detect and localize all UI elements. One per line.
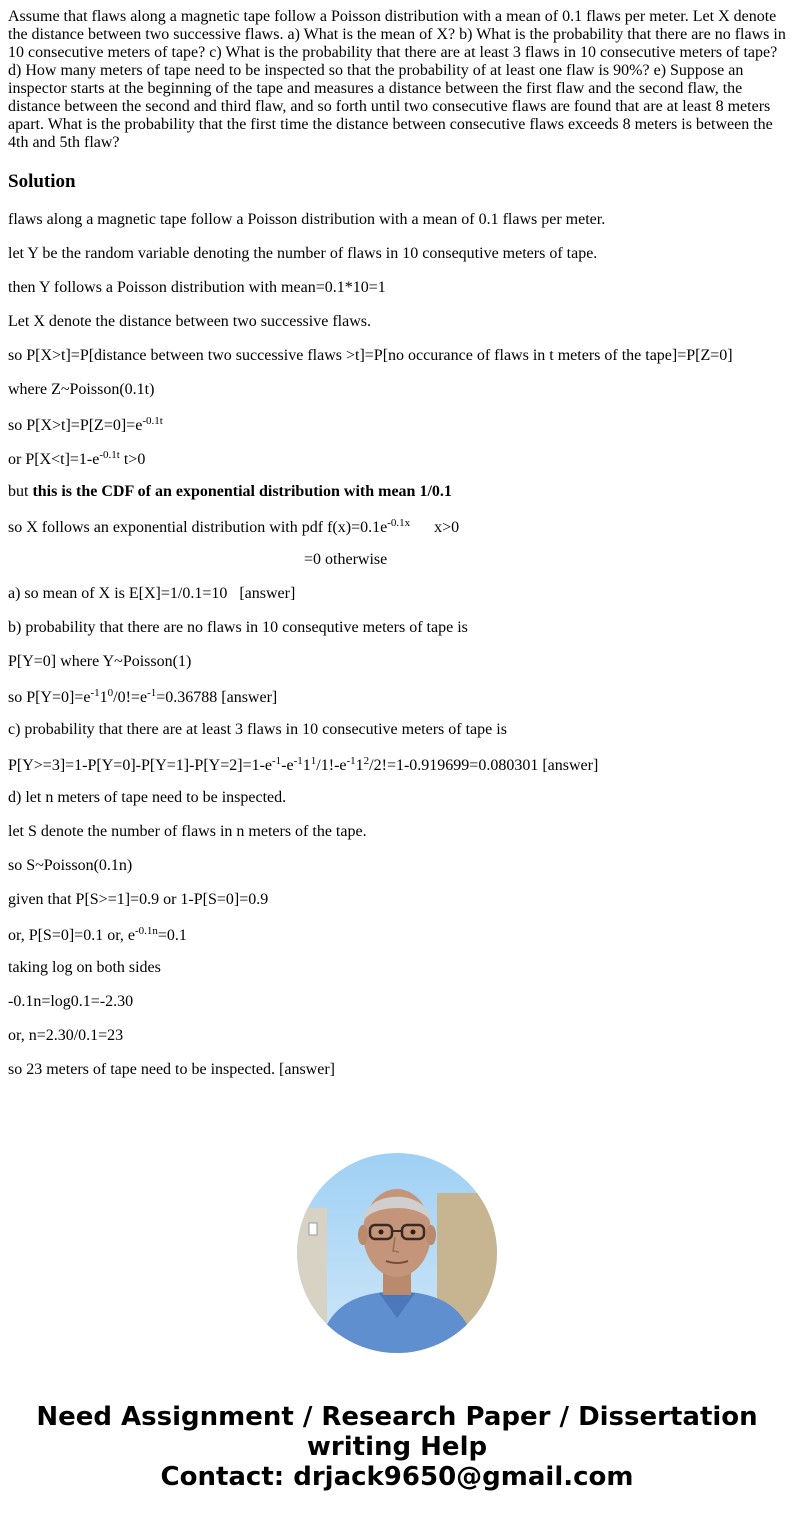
solution-line: given that P[S>=1]=0.9 or 1-P[S=0]=0.9 [8,891,269,908]
footer-line: Need Assignment / Research Paper / Dissertation [36,1402,758,1432]
solution-line: d) let n meters of tape need to be inspected. [8,789,287,806]
solution-line: c) probability that there are at least 3 flaws in 10 consecutive meters of tape is [8,721,507,738]
solution-line [8,925,788,947]
math-superscript: -0.1t [142,414,163,427]
math-text: =0.36788 [answer] [156,689,278,706]
solution-line: b) probability that there are no flaws in 10 consequtive meters of tape is [8,619,468,636]
document-body [8,8,788,1095]
math-superscript: -1 [293,754,303,767]
math-superscript: -0.1t [99,448,120,461]
solution-line [8,755,788,777]
solution-line [8,517,788,539]
math-superscript: -0.1x [387,516,411,529]
footer-line: writing Help [306,1432,488,1462]
solution-line: so P[X>t]=P[distance between two successive flaws >t]=P[no occurance of flaws in t meters of the tape]=P[Z=0] [8,347,733,364]
math-text: or P[X<t]=1-e [8,451,100,468]
solution-line [8,687,788,709]
math-text: so P[Y=0]=e [8,689,91,706]
solution-line: a) so mean of X is E[X]=1/0.1=10 [answer] [8,585,296,602]
math-text: P[Y>=3]=1-P[Y=0]-P[Y=1]-P[Y=2]=1-e [8,757,273,774]
solution-line: or, n=2.30/0.1=23 [8,1027,124,1044]
math-text: 1 [355,757,364,774]
math-superscript: -1 [272,754,282,767]
footer-banner [0,1402,794,1492]
math-superscript: 2 [363,754,370,767]
solution-line [8,415,788,437]
math-superscript: -1 [346,754,356,767]
math-superscript: -1 [147,686,157,699]
math-superscript: -1 [90,686,100,699]
math-text: 1 [99,689,108,706]
math-text: /2!=1-0.919699=0.080301 [answer] [369,757,599,774]
solution-heading: Solution [8,171,76,192]
math-text: so X follows an exponential distribution with pdf f(x)=0.1e [8,519,388,536]
math-text: so P[X>t]=P[Z=0]=e [8,417,143,434]
math-superscript: 1 [310,754,317,767]
math-text: -e [281,757,294,774]
math-superscript: 0 [107,686,114,699]
solution-line: where Z~Poisson(0.1t) [8,381,155,398]
math-text: =0.1 [157,927,187,944]
math-text: or, P[S=0]=0.1 or, e [8,927,135,944]
author-portrait [297,1153,497,1353]
solution-line: P[Y=0] where Y~Poisson(1) [8,653,192,670]
solution-line: =0 otherwise [304,551,388,568]
math-superscript: -0.1n [134,924,158,937]
solution-line: let Y be the random variable denoting the number of flaws in 10 consequtive meters of tape. [8,245,598,262]
math-text: /1!-e [316,757,347,774]
solution-line: so S~Poisson(0.1n) [8,857,133,874]
bold-statement: this is the CDF of an exponential distribution with mean 1/0.1 [32,483,452,500]
math-text: but [8,483,33,500]
solution-line [8,449,788,471]
math-text: t>0 [119,451,146,468]
math-text: 1 [302,757,311,774]
solution-line: flaws along a magnetic tape follow a Poisson distribution with a mean of 0.1 flaws per meter. [8,211,606,228]
question-text: Assume that flaws along a magnetic tape follow a Poisson distribution with a mean of 0.1 flaws per meter. Let X denote the distance between two successive flaws. a) What is the mean of X? b) What is the probability that there are no flaws in 10 consecutive meters of tape? c) What is the probability that there are at least 3 flaws in 10 consecutive meters of tape? d) How many meters of tape need to be inspected so that the probability of at least one flaw is 90%? e) Suppose an inspector starts at the beginning of the tape and measures a distance between the first flaw and the second flaw, the distance between the second and third flaw, and so forth until two consecutive flaws are found that are at least 8 meters apart. What is the probability that the first time the distance between consecutive flaws exceeds 8 meters is between the 4th and 5th flaw? [8,8,786,151]
solution-line: -0.1n=log0.1=-2.30 [8,993,134,1010]
solution-line: then Y follows a Poisson distribution with mean=0.1*10=1 [8,279,386,296]
solution-line: Let X denote the distance between two successive flaws. [8,313,371,330]
math-text: x>0 [410,519,460,536]
solution-line: taking log on both sides [8,959,161,976]
solution-line: let S denote the number of flaws in n meters of the tape. [8,823,367,840]
solution-line: so 23 meters of tape need to be inspected. [answer] [8,1061,335,1078]
footer-contact: Contact: drjack9650@gmail.com [160,1462,634,1492]
avatar [297,1153,497,1353]
solution-line [8,483,788,501]
math-text: /0!=e [113,689,148,706]
